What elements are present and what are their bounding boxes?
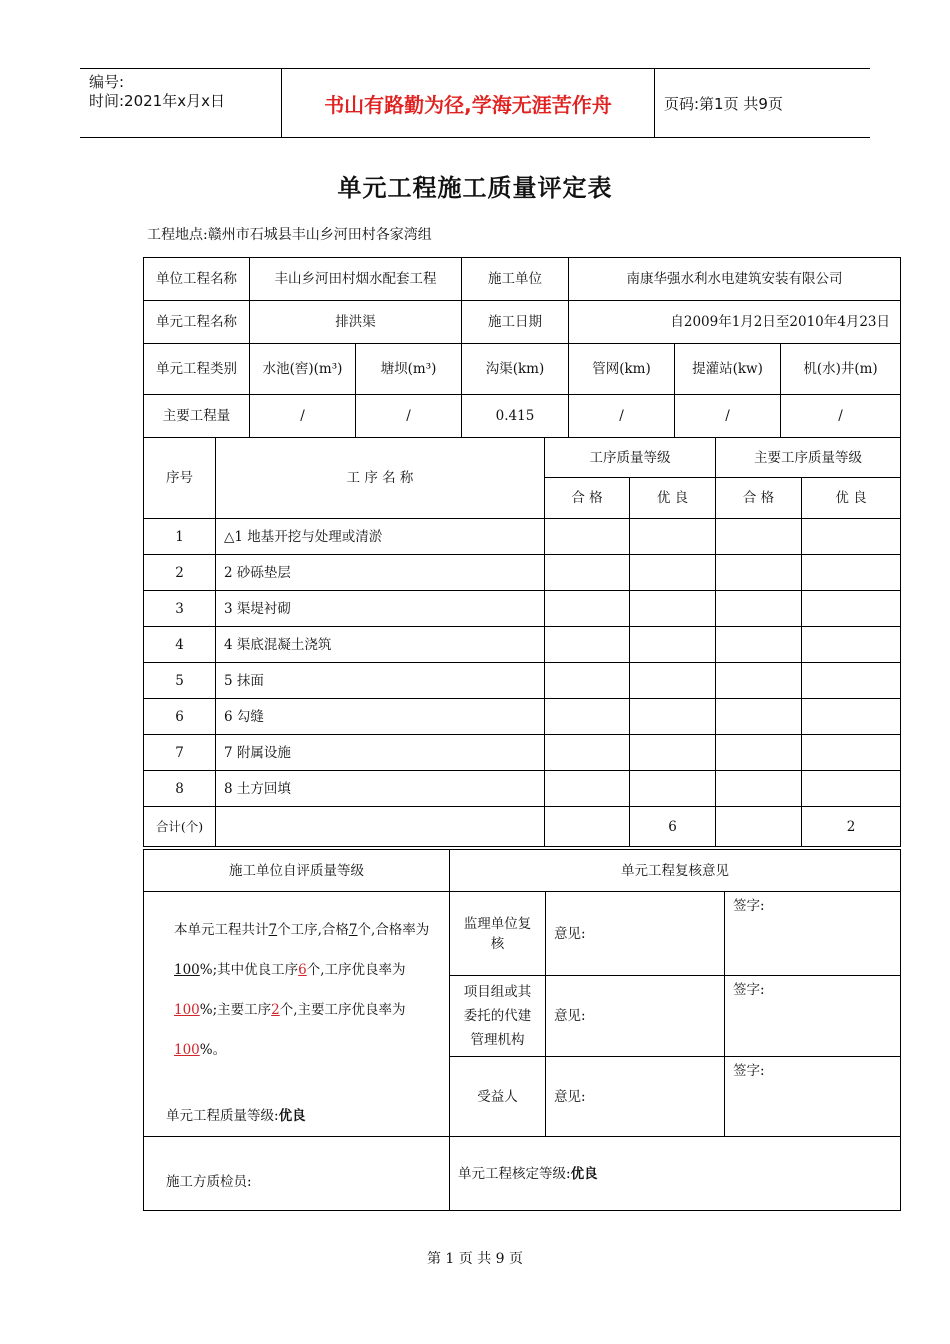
row-cell bbox=[802, 663, 901, 699]
beneficiary-opinion: 意见: bbox=[546, 1057, 725, 1137]
row-cell bbox=[630, 555, 716, 591]
header-motto: 书山有路勤为径,学海无涯苦作舟 bbox=[282, 69, 655, 137]
table-row bbox=[144, 699, 901, 735]
date-value: 自2009年1月2日至2010年4月23日 bbox=[569, 301, 901, 344]
row-cell bbox=[716, 771, 802, 807]
row-name: 5 抹面 bbox=[216, 663, 545, 699]
row-seq: 1 bbox=[144, 519, 216, 555]
project-site: 工程地点:赣州市石城县丰山乡河田村各家湾组 bbox=[147, 227, 432, 243]
main-grade-header: 主要工序质量等级 bbox=[716, 438, 901, 478]
total-label: 合计(个) bbox=[144, 807, 216, 847]
row-cell bbox=[630, 699, 716, 735]
self-assessment-body bbox=[144, 892, 450, 1137]
quality-grade-value: 优良 bbox=[278, 1108, 306, 1124]
contractor-label: 施工单位 bbox=[462, 258, 569, 301]
row-cell bbox=[545, 699, 630, 735]
row-cell bbox=[545, 555, 630, 591]
header-meta bbox=[80, 69, 282, 137]
final-grade-line bbox=[450, 1137, 901, 1211]
name-header: 工 序 名 称 bbox=[216, 438, 545, 519]
table-row bbox=[144, 627, 901, 663]
row-seq: 2 bbox=[144, 555, 216, 591]
beneficiary-label: 受益人 bbox=[450, 1057, 546, 1137]
text: 个,合格率为 bbox=[357, 922, 430, 938]
row-cell bbox=[545, 627, 630, 663]
agency-opinion: 意见: bbox=[546, 976, 725, 1057]
row-seq: 6 bbox=[144, 699, 216, 735]
row-cell bbox=[716, 591, 802, 627]
time-label: 时间:2021年x月x日 bbox=[89, 92, 225, 110]
row-seq: 5 bbox=[144, 663, 216, 699]
row-name: 8 土方回填 bbox=[216, 771, 545, 807]
quantity-cell: / bbox=[356, 395, 462, 438]
main-count: 2 bbox=[271, 1002, 280, 1018]
final-grade-label: 单元工程核定等级: bbox=[458, 1165, 571, 1182]
quality-grade-line bbox=[148, 1096, 445, 1136]
total-excellent: 6 bbox=[630, 807, 716, 847]
total-row bbox=[144, 807, 901, 847]
table-row bbox=[144, 735, 901, 771]
excellent-rate: 100 bbox=[174, 1002, 200, 1018]
pass-header: 合 格 bbox=[545, 478, 630, 519]
row-cell bbox=[545, 807, 630, 847]
row-cell bbox=[630, 735, 716, 771]
quality-grade-label: 单元工程质量等级: bbox=[166, 1108, 279, 1124]
main-rate: 100 bbox=[174, 1042, 200, 1058]
row-cell bbox=[545, 591, 630, 627]
number-label: 编号: bbox=[89, 73, 125, 91]
quantity-label: 主要工程量 bbox=[144, 395, 250, 438]
review-header: 单元工程复核意见 bbox=[450, 850, 901, 892]
total-steps: 7 bbox=[268, 922, 278, 938]
text: %;其中优良工序 bbox=[199, 962, 299, 978]
quantity-cell: 0.415 bbox=[462, 395, 569, 438]
header-page-label: 页码:第1页 共9页 bbox=[664, 94, 783, 113]
row-cell bbox=[630, 519, 716, 555]
assessment-table bbox=[143, 849, 901, 1211]
excellent-count: 6 bbox=[298, 962, 307, 978]
row-name: 3 渠堤衬砌 bbox=[216, 591, 545, 627]
row-cell bbox=[802, 627, 901, 663]
category-cell: 塘坝(m³) bbox=[356, 344, 462, 395]
row-cell bbox=[802, 555, 901, 591]
text: 个,工序优良率为 bbox=[306, 962, 406, 978]
text: %。 bbox=[199, 1042, 227, 1058]
contractor-value: 南康华强水利水电建筑安装有限公司 bbox=[569, 258, 901, 301]
row-name: 7 附属设施 bbox=[216, 735, 545, 771]
row-cell bbox=[545, 771, 630, 807]
category-cell: 机(水)井(m) bbox=[781, 344, 901, 395]
beneficiary-sign: 签字: bbox=[725, 1057, 901, 1137]
quantity-cell: / bbox=[569, 395, 675, 438]
table-row bbox=[144, 771, 901, 807]
category-label: 单元工程类别 bbox=[144, 344, 250, 395]
category-cell: 沟渠(km) bbox=[462, 344, 569, 395]
row-cell bbox=[716, 699, 802, 735]
date-label: 施工日期 bbox=[462, 301, 569, 344]
inspector-label: 施工方质检员: bbox=[144, 1137, 450, 1211]
grade-header: 工序质量等级 bbox=[545, 438, 716, 478]
excellent-header: 优 良 bbox=[630, 478, 716, 519]
unit-project-value: 丰山乡河田村烟水配套工程 bbox=[250, 258, 462, 301]
row-name: 6 勾缝 bbox=[216, 699, 545, 735]
supervisor-label: 监理单位复核 bbox=[450, 892, 546, 976]
text: 个工序,合格 bbox=[277, 922, 349, 938]
row-name: △1 地基开挖与处理或清淤 bbox=[216, 519, 545, 555]
main-pass-header: 合 格 bbox=[716, 478, 802, 519]
text: 本单元工程共计 bbox=[174, 922, 269, 938]
table-row bbox=[144, 663, 901, 699]
row-seq: 3 bbox=[144, 591, 216, 627]
row-name: 2 砂砾垫层 bbox=[216, 555, 545, 591]
pass-count: 7 bbox=[348, 922, 358, 938]
row-cell bbox=[545, 663, 630, 699]
document-title: 单元工程施工质量评定表 bbox=[337, 174, 613, 202]
category-cell: 提灌站(kw) bbox=[675, 344, 781, 395]
row-cell bbox=[716, 735, 802, 771]
process-table bbox=[143, 437, 901, 847]
row-cell bbox=[716, 555, 802, 591]
row-cell bbox=[545, 519, 630, 555]
row-cell bbox=[716, 807, 802, 847]
assessment-paragraph bbox=[148, 910, 445, 1070]
unit-project-label: 单位工程名称 bbox=[144, 258, 250, 301]
row-cell bbox=[630, 663, 716, 699]
table-row bbox=[144, 591, 901, 627]
element-project-value: 排洪渠 bbox=[250, 301, 462, 344]
row-cell bbox=[716, 663, 802, 699]
row-cell bbox=[545, 735, 630, 771]
supervisor-sign: 签字: bbox=[725, 892, 901, 976]
table-row bbox=[144, 519, 901, 555]
row-cell bbox=[716, 627, 802, 663]
self-assessment-header: 施工单位自评质量等级 bbox=[144, 850, 450, 892]
pass-rate: 100 bbox=[174, 962, 200, 978]
seq-header: 序号 bbox=[144, 438, 216, 519]
quantity-cell: / bbox=[675, 395, 781, 438]
row-cell bbox=[716, 519, 802, 555]
total-main-excellent: 2 bbox=[802, 807, 901, 847]
row-seq: 8 bbox=[144, 771, 216, 807]
element-project-label: 单元工程名称 bbox=[144, 301, 250, 344]
text: 个,主要工序优良率为 bbox=[279, 1002, 406, 1018]
quantity-cell: / bbox=[250, 395, 356, 438]
row-cell bbox=[802, 735, 901, 771]
row-seq: 4 bbox=[144, 627, 216, 663]
row-cell bbox=[802, 699, 901, 735]
quantity-cell: / bbox=[781, 395, 901, 438]
category-cell: 管网(km) bbox=[569, 344, 675, 395]
page-header bbox=[80, 68, 870, 138]
row-cell bbox=[630, 627, 716, 663]
row-seq: 7 bbox=[144, 735, 216, 771]
row-cell bbox=[630, 591, 716, 627]
project-info-table bbox=[143, 257, 901, 438]
row-cell bbox=[216, 807, 545, 847]
row-cell bbox=[802, 591, 901, 627]
row-cell bbox=[802, 519, 901, 555]
row-cell bbox=[630, 771, 716, 807]
supervisor-opinion: 意见: bbox=[546, 892, 725, 976]
text: %;主要工序 bbox=[199, 1002, 272, 1018]
page-footer: 第 1 页 共 9 页 bbox=[426, 1251, 524, 1267]
main-excellent-header: 优 良 bbox=[802, 478, 901, 519]
row-name: 4 渠底混凝土浇筑 bbox=[216, 627, 545, 663]
agency-label: 项目组或其委托的代建管理机构 bbox=[450, 976, 546, 1057]
category-cell: 水池(窖)(m³) bbox=[250, 344, 356, 395]
final-grade-value: 优良 bbox=[570, 1165, 598, 1182]
table-row bbox=[144, 555, 901, 591]
agency-sign: 签字: bbox=[725, 976, 901, 1057]
row-cell bbox=[802, 771, 901, 807]
